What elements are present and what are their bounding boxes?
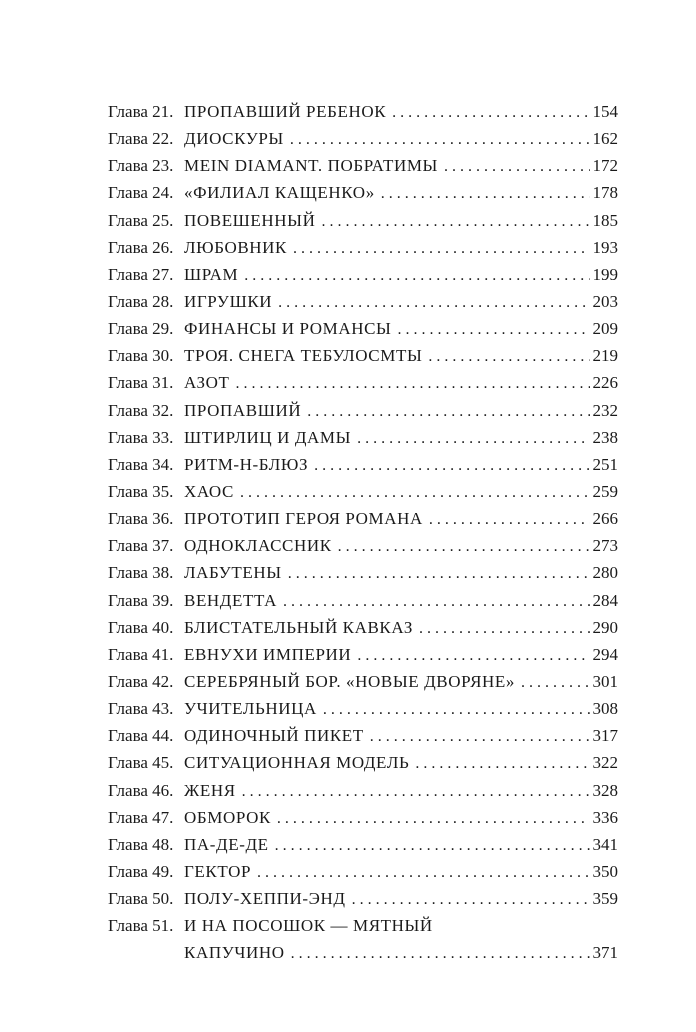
page-number: 259 (592, 481, 618, 501)
chapter-title-continuation: КАПУЧИНО (184, 943, 285, 963)
chapter-title: БЛИСТАТЕЛЬНЫЙ КАВКАЗ (184, 617, 413, 637)
dot-leader (429, 506, 590, 533)
page-number: 301 (592, 671, 618, 691)
page-number: 193 (592, 237, 618, 257)
toc-entry (108, 831, 618, 858)
dot-leader (444, 153, 590, 180)
dot-leader (323, 696, 590, 723)
toc-entry (108, 98, 618, 125)
chapter-title: ЕВНУХИ ИМПЕРИИ (184, 644, 352, 664)
page-number: 251 (592, 454, 618, 474)
page-number: 336 (592, 807, 618, 827)
toc-list (108, 98, 618, 912)
dot-leader (314, 452, 590, 479)
page-number: 317 (592, 726, 618, 746)
dot-leader (381, 180, 590, 207)
chapter-title: ПРОПАВШИЙ (184, 400, 302, 420)
chapter-number: Глава 22. (108, 129, 174, 149)
dot-leader (307, 398, 590, 425)
page-number: 178 (592, 183, 618, 203)
chapter-title: И НА ПОСОШОК — МЯТНЫЙ (184, 916, 433, 936)
toc-entry (108, 451, 618, 478)
chapter-number: Глава 21. (108, 102, 174, 121)
page-number: 308 (592, 699, 618, 719)
toc-entry (108, 559, 618, 586)
page-number: 203 (592, 291, 618, 311)
page-number: 232 (592, 400, 618, 420)
table-of-contents (108, 98, 618, 967)
chapter-number: Глава 24. (108, 183, 174, 203)
chapter-title: СЕРЕБРЯНЫЙ БОР. «НОВЫЕ ДВОРЯНЕ» (184, 671, 515, 691)
dot-leader (357, 642, 590, 669)
toc-entry (108, 777, 618, 804)
chapter-title: ФИНАНСЫ И РОМАНСЫ (184, 319, 392, 339)
chapter-number: Глава 32. (108, 400, 174, 420)
toc-entry (108, 288, 618, 315)
chapter-number: Глава 26. (108, 237, 174, 257)
chapter-number: Глава 25. (108, 210, 174, 230)
chapter-title: ПРОПАВШИЙ РЕБЕНОК (184, 102, 387, 121)
chapter-title: ГЕКТОР (184, 861, 252, 881)
page-number: 238 (592, 427, 618, 447)
chapter-number: Глава 37. (108, 536, 174, 556)
toc-entry (108, 261, 618, 288)
page-number: 371 (592, 943, 618, 963)
chapter-title: УЧИТЕЛЬНИЦА (184, 699, 317, 719)
chapter-number: Глава 40. (108, 617, 174, 637)
chapter-number: Глава 41. (108, 644, 174, 664)
chapter-number: Глава 44. (108, 726, 174, 746)
dot-leader (288, 560, 590, 587)
chapter-title: ПОЛУ-ХЕППИ-ЭНД (184, 889, 346, 909)
dot-leader (293, 235, 590, 262)
chapter-title: ОДНОКЛАССНИК (184, 536, 332, 556)
chapter-title: ШРАМ (184, 264, 239, 284)
chapter-number: Глава 50. (108, 889, 174, 909)
chapter-title: ЖЕНЯ (184, 780, 236, 800)
dot-leader (415, 750, 590, 777)
toc-entry (108, 125, 618, 152)
chapter-title: ОДИНОЧНЫЙ ПИКЕТ (184, 726, 364, 746)
toc-entry (108, 342, 618, 369)
dot-leader (338, 533, 590, 560)
chapter-number: Глава 35. (108, 481, 174, 501)
toc-entry (108, 695, 618, 722)
chapter-title: MEIN DIAMANT. ПОБРАТИМЫ (184, 156, 438, 176)
dot-leader (419, 615, 590, 642)
chapter-title: СИТУАЦИОННАЯ МОДЕЛЬ (184, 753, 410, 773)
dot-leader (290, 126, 590, 153)
page-number: 280 (592, 563, 618, 583)
toc-entry (108, 234, 618, 261)
toc-entry (108, 207, 618, 234)
chapter-title: ПОВЕШЕННЫЙ (184, 210, 316, 230)
chapter-number: Глава 38. (108, 563, 174, 583)
page-number: 284 (592, 590, 618, 610)
chapter-title: ПА-ДЕ-ДЕ (184, 834, 269, 854)
page-number: 328 (592, 780, 618, 800)
toc-entry-continuation (108, 939, 618, 966)
dot-leader (242, 778, 590, 805)
chapter-title: ЛЮБОВНИК (184, 237, 287, 257)
toc-entry (108, 858, 618, 885)
chapter-title: РИТМ-Н-БЛЮЗ (184, 454, 309, 474)
chapter-title: ШТИРЛИЦ И ДАМЫ (184, 427, 352, 447)
chapter-number: Глава 51. (108, 916, 174, 936)
page-number: 341 (592, 834, 618, 854)
page-number: 154 (592, 102, 618, 121)
page-number: 162 (592, 129, 618, 149)
dot-leader (257, 859, 590, 886)
toc-entry (108, 614, 618, 641)
chapter-number: Глава 33. (108, 427, 174, 447)
dot-leader (521, 669, 590, 696)
chapter-number: Глава 29. (108, 319, 174, 339)
page-number: 185 (592, 210, 618, 230)
chapter-number: Глава 49. (108, 861, 174, 881)
toc-entry (108, 885, 618, 912)
dot-leader (352, 886, 590, 913)
chapter-title: ОБМОРОК (184, 807, 271, 827)
toc-entry (108, 587, 618, 614)
dot-leader (283, 588, 590, 615)
toc-entry (108, 478, 618, 505)
toc-entry (108, 505, 618, 532)
chapter-number: Глава 28. (108, 291, 174, 311)
chapter-title: АЗОТ (184, 373, 230, 393)
page-number: 172 (592, 156, 618, 176)
chapter-title: ДИОСКУРЫ (184, 129, 284, 149)
dot-leader (428, 343, 590, 370)
dot-leader (277, 805, 590, 832)
dot-leader (275, 832, 590, 859)
dot-leader (357, 425, 590, 452)
chapter-number: Глава 42. (108, 671, 174, 691)
toc-entry (108, 315, 618, 342)
toc-entry (108, 912, 618, 939)
toc-entry (108, 722, 618, 749)
page-number: 209 (592, 319, 618, 339)
chapter-number: Глава 43. (108, 699, 174, 719)
chapter-number: Глава 27. (108, 264, 174, 284)
toc-entry (108, 749, 618, 776)
toc-entry (108, 369, 618, 396)
toc-entry (108, 179, 618, 206)
toc-entry (108, 424, 618, 451)
chapter-number: Глава 31. (108, 373, 174, 393)
page-number: 266 (592, 509, 618, 529)
dot-leader (370, 723, 590, 750)
dot-leader (240, 479, 590, 506)
chapter-title: ИГРУШКИ (184, 291, 273, 311)
toc-entry (108, 532, 618, 559)
dot-leader (278, 289, 590, 316)
dot-leader (321, 208, 590, 235)
page-number: 322 (592, 753, 618, 773)
page-number: 294 (592, 644, 618, 664)
toc-entry (108, 804, 618, 831)
toc-entry (108, 641, 618, 668)
chapter-number: Глава 45. (108, 753, 174, 773)
page-number: 273 (592, 536, 618, 556)
toc-entry (108, 668, 618, 695)
page-number: 199 (592, 264, 618, 284)
page-number: 219 (592, 346, 618, 366)
page-number: 290 (592, 617, 618, 637)
chapter-title: ЛАБУТЕНЫ (184, 563, 282, 583)
chapter-number: Глава 34. (108, 454, 174, 474)
chapter-title: ВЕНДЕТТА (184, 590, 277, 610)
dot-leader (397, 316, 590, 343)
toc-entry (108, 152, 618, 179)
toc-entry (108, 397, 618, 424)
page-number: 226 (592, 373, 618, 393)
chapter-number: Глава 48. (108, 834, 174, 854)
page-number: 359 (592, 889, 618, 909)
page-number: 350 (592, 861, 618, 881)
chapter-title: ПРОТОТИП ГЕРОЯ РОМАНА (184, 509, 423, 529)
chapter-number: Глава 39. (108, 590, 174, 610)
chapter-number: Глава 23. (108, 156, 174, 176)
chapter-title: «ФИЛИАЛ КАЩЕНКО» (184, 183, 375, 203)
chapter-number: Глава 47. (108, 807, 174, 827)
chapter-number: Глава 36. (108, 509, 174, 529)
chapter-title: ТРОЯ. СНЕГА ТЕБУЛОСМТЫ (184, 346, 423, 366)
chapter-number: Глава 30. (108, 346, 174, 366)
chapter-title: ХАОС (184, 481, 234, 501)
dot-leader (291, 940, 590, 967)
dot-leader (235, 370, 590, 397)
dot-leader (244, 262, 590, 289)
chapter-number: Глава 46. (108, 780, 174, 800)
dot-leader (392, 99, 590, 126)
